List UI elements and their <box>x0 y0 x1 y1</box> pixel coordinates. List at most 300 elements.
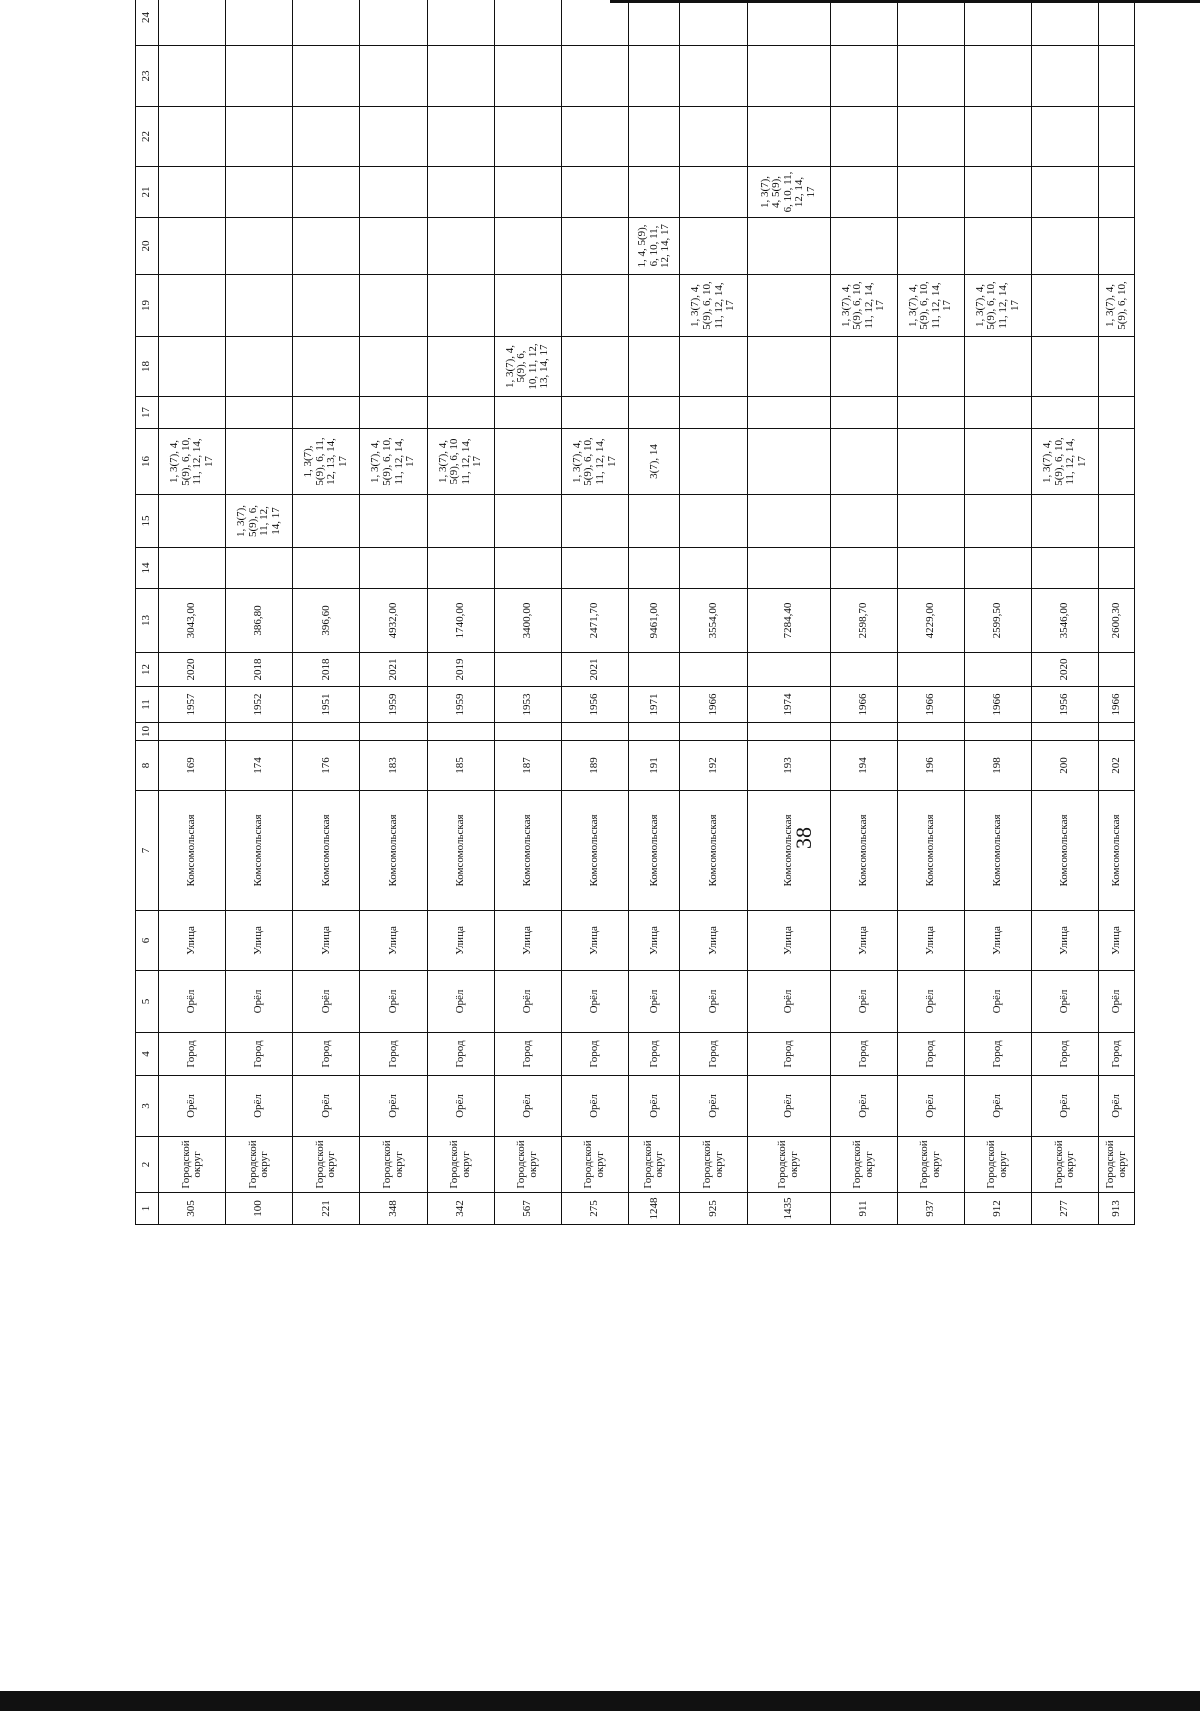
table-cell-c14 <box>159 548 226 589</box>
table-cell-c21 <box>427 167 494 218</box>
table-cell-c24 <box>226 0 293 46</box>
table-row <box>159 0 226 1225</box>
table-cell-c2: Городской округ <box>360 1137 427 1193</box>
table-cell-c16 <box>1099 429 1135 495</box>
table-cell-c13: 2471,70 <box>561 589 628 653</box>
table-cell-c21: 1, 3(7), 4, 5(9), 6, 10, 11, 12, 14, 17 <box>747 167 830 218</box>
table-cell-c12 <box>747 653 830 687</box>
table-cell-c14 <box>360 548 427 589</box>
table-cell-c13: 386,80 <box>226 589 293 653</box>
table-cell-c10 <box>1099 723 1135 741</box>
table-cell-c10 <box>747 723 830 741</box>
table-cell-c18 <box>360 337 427 397</box>
table-cell-c4: Город <box>1032 1033 1099 1076</box>
table-row <box>360 0 427 1225</box>
table-cell-c24 <box>293 0 360 46</box>
table-cell-c23 <box>226 46 293 107</box>
table-cell-c15 <box>1032 495 1099 548</box>
table-cell-c5: Орёл <box>293 971 360 1033</box>
table-cell-c18 <box>226 337 293 397</box>
table-cell-c13: 7284,40 <box>747 589 830 653</box>
table-cell-c21 <box>293 167 360 218</box>
table-cell-c13: 3554,00 <box>680 589 747 653</box>
table-cell-c5: Орёл <box>360 971 427 1033</box>
table-cell-c22 <box>1099 107 1135 167</box>
column-header: 22 <box>136 107 159 167</box>
table-cell-c19 <box>561 275 628 337</box>
table-cell-c15 <box>897 495 964 548</box>
table-cell-c6: Улица <box>360 911 427 971</box>
table-cell-c5: Орёл <box>964 971 1031 1033</box>
table-cell-c23 <box>427 46 494 107</box>
table-cell-c7: Комсомольская <box>747 791 830 911</box>
column-header: 2 <box>136 1137 159 1193</box>
table-cell-c4: Город <box>427 1033 494 1076</box>
table-cell-c21 <box>680 167 747 218</box>
table-cell-c24 <box>1099 0 1135 46</box>
table-cell-c21 <box>360 167 427 218</box>
table-cell-c7: Комсомольская <box>1032 791 1099 911</box>
table-cell-c13: 9461,00 <box>629 589 680 653</box>
table-cell-c8: 174 <box>226 741 293 791</box>
table-row <box>561 0 628 1225</box>
table-cell-c1: 937 <box>897 1193 964 1225</box>
table-cell-c5: Орёл <box>1099 971 1135 1033</box>
table-cell-c24 <box>427 0 494 46</box>
table-cell-c14 <box>427 548 494 589</box>
column-header: 23 <box>136 46 159 107</box>
table-cell-c18 <box>747 337 830 397</box>
table-cell-c10 <box>226 723 293 741</box>
table-cell-c15 <box>680 495 747 548</box>
table-cell-c5: Орёл <box>226 971 293 1033</box>
table-cell-c5: Орёл <box>427 971 494 1033</box>
table-cell-c17 <box>897 397 964 429</box>
table-cell-c13: 3400,00 <box>494 589 561 653</box>
table-row <box>1032 0 1099 1225</box>
table-cell-c11: 1966 <box>830 687 897 723</box>
table-cell-c8: 185 <box>427 741 494 791</box>
table-cell-c16: 1, 3(7), 4, 5(9), 6, 10, 11, 12, 14, 17 <box>561 429 628 495</box>
table-cell-c11: 1966 <box>1099 687 1135 723</box>
table-cell-c4: Город <box>360 1033 427 1076</box>
table-cell-c2: Городской округ <box>494 1137 561 1193</box>
table-cell-c19 <box>494 275 561 337</box>
table-cell-c7: Комсомольская <box>629 791 680 911</box>
table-cell-c17 <box>629 397 680 429</box>
register-table <box>135 0 1135 1225</box>
table-cell-c11: 1966 <box>964 687 1031 723</box>
table-cell-c10 <box>897 723 964 741</box>
table-cell-c24 <box>494 0 561 46</box>
table-cell-c1: 1435 <box>747 1193 830 1225</box>
table-cell-c23 <box>159 46 226 107</box>
table-cell-c17 <box>360 397 427 429</box>
column-header: 8 <box>136 741 159 791</box>
table-cell-c13: 4229,00 <box>897 589 964 653</box>
table-cell-c16: 1, 3(7), 4, 5(9), 6, 10, 11, 12, 14, 17 <box>159 429 226 495</box>
table-cell-c18 <box>1032 337 1099 397</box>
table-cell-c1: 913 <box>1099 1193 1135 1225</box>
table-cell-c22 <box>830 107 897 167</box>
table-cell-c16 <box>830 429 897 495</box>
table-cell-c14 <box>1099 548 1135 589</box>
table-cell-c20 <box>360 218 427 275</box>
table-cell-c21 <box>629 167 680 218</box>
table-cell-c7: Комсомольская <box>293 791 360 911</box>
table-cell-c7: Комсомольская <box>226 791 293 911</box>
table-cell-c24 <box>1032 0 1099 46</box>
table-cell-c3: Орёл <box>747 1076 830 1137</box>
table-cell-c17 <box>830 397 897 429</box>
table-cell-c6: Улица <box>1099 911 1135 971</box>
column-header: 3 <box>136 1076 159 1137</box>
table-cell-c12: 2020 <box>1032 653 1099 687</box>
table-cell-c16 <box>747 429 830 495</box>
table-row <box>494 0 561 1225</box>
table-cell-c15 <box>293 495 360 548</box>
table-cell-c19: 1, 3(7), 4, 5(9), 6, 10, 11, 12, 14, 17 <box>964 275 1031 337</box>
table-cell-c18 <box>1099 337 1135 397</box>
table-cell-c3: Орёл <box>1099 1076 1135 1137</box>
table-cell-c3: Орёл <box>897 1076 964 1137</box>
table-cell-c13: 2598,70 <box>830 589 897 653</box>
table-cell-c5: Орёл <box>629 971 680 1033</box>
table-cell-c19 <box>360 275 427 337</box>
table-cell-c13: 4932,00 <box>360 589 427 653</box>
table-cell-c16: 1, 3(7), 5(9), 6, 11, 12, 13, 14, 17 <box>293 429 360 495</box>
table-cell-c4: Город <box>226 1033 293 1076</box>
table-cell-c15 <box>494 495 561 548</box>
table-cell-c17 <box>561 397 628 429</box>
table-cell-c2: Городской округ <box>1032 1137 1099 1193</box>
table-cell-c12: 2020 <box>159 653 226 687</box>
table-cell-c12: 2018 <box>293 653 360 687</box>
table-cell-c4: Город <box>293 1033 360 1076</box>
table-cell-c22 <box>226 107 293 167</box>
table-cell-c23 <box>680 46 747 107</box>
table-cell-c8: 193 <box>747 741 830 791</box>
table-cell-c17 <box>159 397 226 429</box>
table-cell-c7: Комсомольская <box>830 791 897 911</box>
table-cell-c24 <box>360 0 427 46</box>
table-wrapper <box>135 12 1135 1225</box>
table-cell-c2: Городской округ <box>427 1137 494 1193</box>
table-cell-c21 <box>964 167 1031 218</box>
table-cell-c1: 567 <box>494 1193 561 1225</box>
table-cell-c21 <box>226 167 293 218</box>
table-cell-c2: Городской округ <box>561 1137 628 1193</box>
table-cell-c20 <box>897 218 964 275</box>
table-row <box>680 0 747 1225</box>
table-cell-c19 <box>159 275 226 337</box>
table-cell-c14 <box>293 548 360 589</box>
table-cell-c2: Городской округ <box>1099 1137 1135 1193</box>
column-header: 14 <box>136 548 159 589</box>
table-cell-c19: 1, 3(7), 4, 5(9), 6, 10, 11, 12, 14, 17 <box>830 275 897 337</box>
table-cell-c5: Орёл <box>159 971 226 1033</box>
table-cell-c8: 192 <box>680 741 747 791</box>
scan-bottom-edge <box>0 1691 1200 1711</box>
column-header: 21 <box>136 167 159 218</box>
table-cell-c10 <box>964 723 1031 741</box>
rotated-table-container <box>135 12 1135 1225</box>
table-cell-c1: 221 <box>293 1193 360 1225</box>
table-cell-c6: Улица <box>561 911 628 971</box>
table-cell-c15 <box>561 495 628 548</box>
table-cell-c10 <box>629 723 680 741</box>
column-header: 20 <box>136 218 159 275</box>
table-cell-c10 <box>159 723 226 741</box>
table-cell-c10 <box>561 723 628 741</box>
table-cell-c24 <box>561 0 628 46</box>
table-cell-c2: Городской округ <box>747 1137 830 1193</box>
table-cell-c4: Город <box>830 1033 897 1076</box>
table-cell-c11: 1959 <box>360 687 427 723</box>
table-cell-c17 <box>226 397 293 429</box>
table-cell-c18 <box>897 337 964 397</box>
table-body <box>136 0 1135 1225</box>
table-cell-c23 <box>561 46 628 107</box>
table-cell-c6: Улица <box>1032 911 1099 971</box>
table-cell-c15 <box>830 495 897 548</box>
table-cell-c24 <box>747 0 830 46</box>
table-cell-c8: 169 <box>159 741 226 791</box>
table-cell-c21 <box>561 167 628 218</box>
table-cell-c12 <box>680 653 747 687</box>
table-cell-c6: Улица <box>427 911 494 971</box>
table-cell-c3: Орёл <box>427 1076 494 1137</box>
table-cell-c24 <box>897 0 964 46</box>
column-header: 19 <box>136 275 159 337</box>
table-cell-c6: Улица <box>830 911 897 971</box>
table-cell-c4: Город <box>1099 1033 1135 1076</box>
table-cell-c20 <box>561 218 628 275</box>
table-cell-c11: 1952 <box>226 687 293 723</box>
table-cell-c16 <box>680 429 747 495</box>
column-header: 6 <box>136 911 159 971</box>
table-cell-c6: Улица <box>897 911 964 971</box>
column-header: 7 <box>136 791 159 911</box>
table-cell-c22 <box>747 107 830 167</box>
table-cell-c10 <box>1032 723 1099 741</box>
table-cell-c19 <box>293 275 360 337</box>
table-cell-c13: 2599,50 <box>964 589 1031 653</box>
table-cell-c24 <box>680 0 747 46</box>
table-cell-c16 <box>964 429 1031 495</box>
table-cell-c3: Орёл <box>830 1076 897 1137</box>
table-cell-c10 <box>293 723 360 741</box>
table-cell-c19: 1, 3(7), 4, 5(9), 6, 10, 11, 12, 14, 17 <box>897 275 964 337</box>
table-cell-c10 <box>427 723 494 741</box>
table-cell-c14 <box>964 548 1031 589</box>
table-cell-c19 <box>427 275 494 337</box>
table-cell-c19 <box>747 275 830 337</box>
column-header: 10 <box>136 723 159 741</box>
header-row <box>136 0 159 1225</box>
table-cell-c20 <box>964 218 1031 275</box>
table-cell-c5: Орёл <box>897 971 964 1033</box>
table-cell-c4: Город <box>897 1033 964 1076</box>
table-cell-c6: Улица <box>964 911 1031 971</box>
table-cell-c4: Город <box>680 1033 747 1076</box>
table-cell-c6: Улица <box>629 911 680 971</box>
column-header: 4 <box>136 1033 159 1076</box>
table-cell-c21 <box>897 167 964 218</box>
table-row <box>293 0 360 1225</box>
table-cell-c1: 911 <box>830 1193 897 1225</box>
table-cell-c7: Комсомольская <box>561 791 628 911</box>
table-cell-c20 <box>830 218 897 275</box>
table-cell-c20 <box>747 218 830 275</box>
table-cell-c5: Орёл <box>494 971 561 1033</box>
table-cell-c11: 1956 <box>1032 687 1099 723</box>
table-cell-c8: 183 <box>360 741 427 791</box>
table-cell-c18 <box>159 337 226 397</box>
table-cell-c24 <box>159 0 226 46</box>
table-cell-c2: Городской округ <box>964 1137 1031 1193</box>
table-row <box>897 0 964 1225</box>
column-header: 17 <box>136 397 159 429</box>
column-header: 15 <box>136 495 159 548</box>
table-cell-c15 <box>159 495 226 548</box>
table-cell-c12: 2021 <box>360 653 427 687</box>
table-cell-c20 <box>1032 218 1099 275</box>
table-cell-c23 <box>897 46 964 107</box>
table-cell-c1: 100 <box>226 1193 293 1225</box>
table-cell-c17 <box>427 397 494 429</box>
table-cell-c8: 200 <box>1032 741 1099 791</box>
table-cell-c6: Улица <box>747 911 830 971</box>
table-cell-c11: 1971 <box>629 687 680 723</box>
table-cell-c6: Улица <box>293 911 360 971</box>
table-cell-c11: 1974 <box>747 687 830 723</box>
table-cell-c22 <box>629 107 680 167</box>
table-cell-c4: Город <box>494 1033 561 1076</box>
table-cell-c20: 1, 4, 5(9), 6, 10, 11, 12, 14, 17 <box>629 218 680 275</box>
table-cell-c8: 196 <box>897 741 964 791</box>
table-cell-c14 <box>830 548 897 589</box>
table-cell-c7: Комсомольская <box>1099 791 1135 911</box>
table-cell-c14 <box>680 548 747 589</box>
table-cell-c7: Комсомольская <box>494 791 561 911</box>
table-cell-c2: Городской округ <box>159 1137 226 1193</box>
table-cell-c6: Улица <box>226 911 293 971</box>
table-cell-c15 <box>360 495 427 548</box>
table-cell-c7: Комсомольская <box>360 791 427 911</box>
table-cell-c12 <box>897 653 964 687</box>
table-cell-c18 <box>561 337 628 397</box>
table-cell-c15 <box>964 495 1031 548</box>
table-cell-c15 <box>747 495 830 548</box>
table-cell-c3: Орёл <box>561 1076 628 1137</box>
table-cell-c12 <box>830 653 897 687</box>
column-header: 12 <box>136 653 159 687</box>
table-cell-c4: Город <box>964 1033 1031 1076</box>
table-cell-c21 <box>1032 167 1099 218</box>
table-cell-c10 <box>830 723 897 741</box>
table-cell-c11: 1966 <box>680 687 747 723</box>
table-cell-c20 <box>494 218 561 275</box>
table-cell-c5: Орёл <box>561 971 628 1033</box>
column-header: 18 <box>136 337 159 397</box>
table-cell-c21 <box>494 167 561 218</box>
table-cell-c18 <box>680 337 747 397</box>
table-cell-c23 <box>1099 46 1135 107</box>
table-row <box>747 0 830 1225</box>
table-cell-c12: 2018 <box>226 653 293 687</box>
table-cell-c8: 189 <box>561 741 628 791</box>
table-cell-c23 <box>830 46 897 107</box>
table-cell-c16: 3(7), 14 <box>629 429 680 495</box>
table-cell-c13: 1740,00 <box>427 589 494 653</box>
table-cell-c17 <box>680 397 747 429</box>
table-cell-c17 <box>1099 397 1135 429</box>
page-number: 38 <box>791 827 816 849</box>
table-cell-c13: 3546,00 <box>1032 589 1099 653</box>
table-cell-c17 <box>1032 397 1099 429</box>
table-cell-c22 <box>360 107 427 167</box>
table-cell-c22 <box>1032 107 1099 167</box>
table-cell-c16: 1, 3(7), 4, 5(9), 6, 10 11, 12, 14, 17 <box>427 429 494 495</box>
table-row <box>226 0 293 1225</box>
table-cell-c21 <box>830 167 897 218</box>
table-cell-c19 <box>629 275 680 337</box>
table-cell-c22 <box>897 107 964 167</box>
table-cell-c15: 1, 3(7), 5(9), 6, 11, 12, 14, 17 <box>226 495 293 548</box>
table-cell-c18 <box>427 337 494 397</box>
table-cell-c24 <box>629 0 680 46</box>
table-cell-c16 <box>226 429 293 495</box>
table-cell-c20 <box>226 218 293 275</box>
table-cell-c13: 3043,00 <box>159 589 226 653</box>
table-cell-c10 <box>494 723 561 741</box>
table-cell-c20 <box>427 218 494 275</box>
table-cell-c16: 1, 3(7), 4, 5(9), 6, 10, 11, 12, 14, 17 <box>1032 429 1099 495</box>
table-cell-c8: 191 <box>629 741 680 791</box>
table-cell-c3: Орёл <box>1032 1076 1099 1137</box>
table-cell-c23 <box>293 46 360 107</box>
table-cell-c12 <box>494 653 561 687</box>
table-cell-c17 <box>494 397 561 429</box>
table-cell-c12: 2019 <box>427 653 494 687</box>
table-cell-c7: Комсомольская <box>680 791 747 911</box>
table-cell-c7: Комсомольская <box>427 791 494 911</box>
table-cell-c14 <box>494 548 561 589</box>
table-cell-c8: 187 <box>494 741 561 791</box>
table-cell-c18 <box>629 337 680 397</box>
table-cell-c17 <box>747 397 830 429</box>
table-cell-c23 <box>1032 46 1099 107</box>
table-cell-c14 <box>747 548 830 589</box>
table-cell-c23 <box>629 46 680 107</box>
table-cell-c6: Улица <box>159 911 226 971</box>
table-cell-c11: 1957 <box>159 687 226 723</box>
table-cell-c8: 202 <box>1099 741 1135 791</box>
table-cell-c1: 925 <box>680 1193 747 1225</box>
table-cell-c18 <box>293 337 360 397</box>
table-cell-c1: 348 <box>360 1193 427 1225</box>
table-cell-c3: Орёл <box>629 1076 680 1137</box>
table-cell-c3: Орёл <box>293 1076 360 1137</box>
table-cell-c22 <box>494 107 561 167</box>
table-cell-c1: 342 <box>427 1193 494 1225</box>
table-cell-c16: 1, 3(7), 4, 5(9), 6, 10, 11, 12, 14, 17 <box>360 429 427 495</box>
table-cell-c14 <box>629 548 680 589</box>
table-cell-c3: Орёл <box>964 1076 1031 1137</box>
table-cell-c7: Комсомольская <box>159 791 226 911</box>
table-cell-c8: 176 <box>293 741 360 791</box>
